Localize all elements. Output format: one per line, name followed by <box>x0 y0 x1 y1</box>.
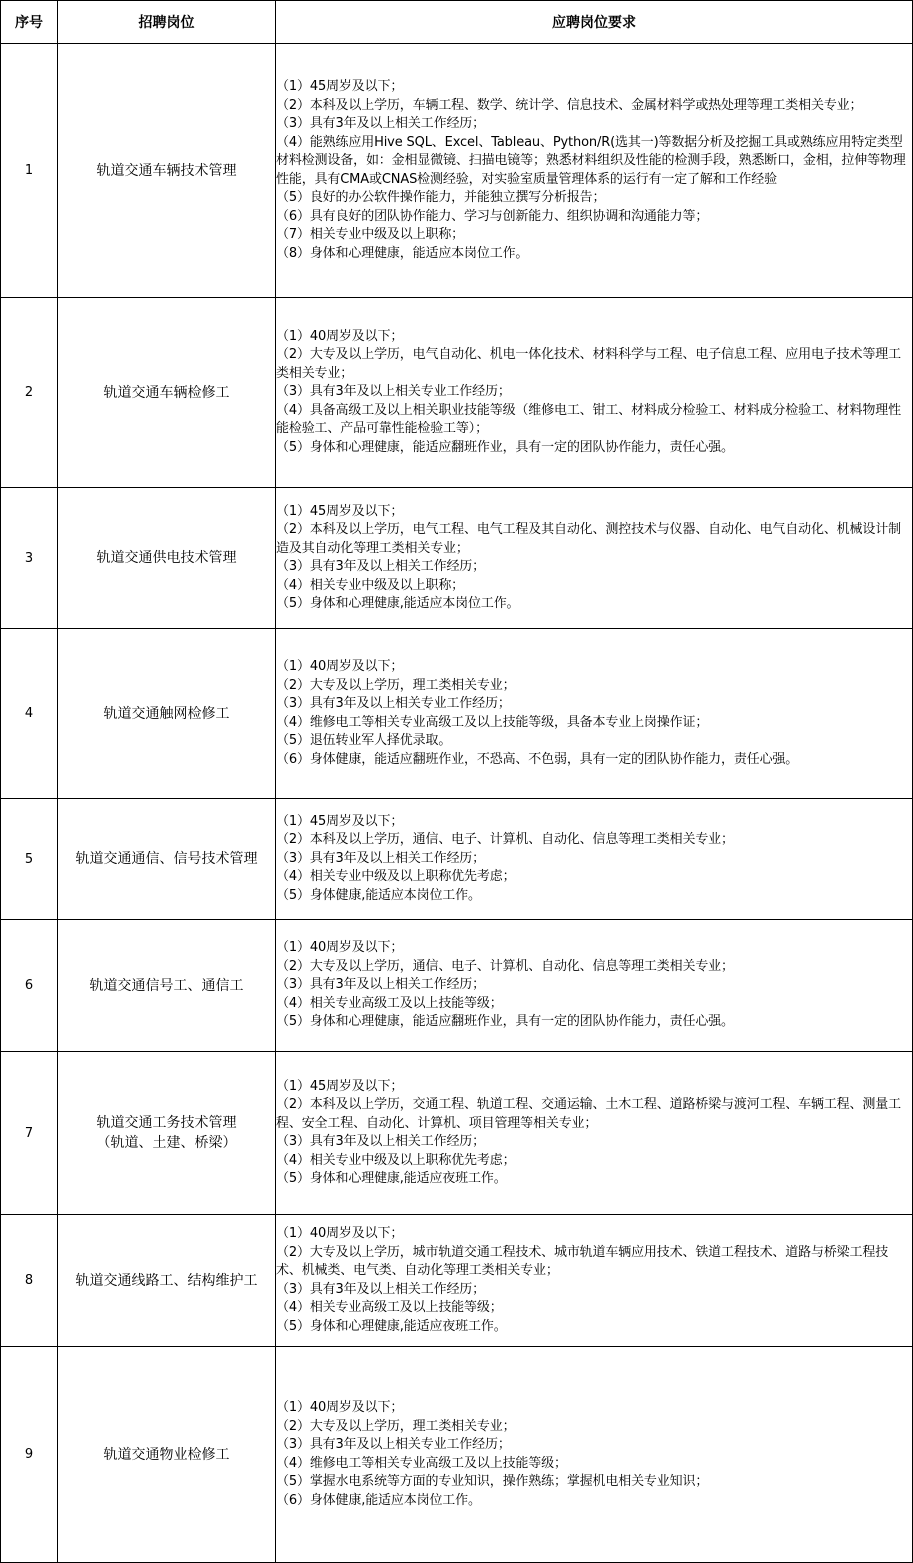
row-index: 5 <box>1 799 58 920</box>
requirement-item: （2）大专及以上学历，通信、电子、计算机、自动化、信息等理工类相关专业； <box>276 958 734 974</box>
requirement-item: （5）身体和心理健康,能适应夜班工作。 <box>276 1171 507 1186</box>
row-requirements <box>276 1052 913 1215</box>
requirement-item: （5）身体和心理健康，能适应翻班作业，具有一定的团队协作能力，责任心强。 <box>276 1014 734 1030</box>
table-row <box>1 799 913 920</box>
requirement-item: （1）45周岁及以下； <box>276 79 404 94</box>
row-position <box>58 799 276 920</box>
row-position <box>58 488 276 629</box>
requirement-item: （1）45周岁及以下； <box>276 503 404 519</box>
position-line: 轨道交通供电技术管理 <box>96 550 237 566</box>
requirement-item: （5）身体和心理健康,能适应本岗位工作。 <box>276 596 520 611</box>
requirement-item: （1）40周岁及以下； <box>276 1400 404 1415</box>
requirement-item: （2）大专及以上学历，电气自动化、机电一体化技术、材料科学与工程、电子信息工程、应用电子技术等理工类相关专业； <box>276 347 901 381</box>
requirement-item: （2）大专及以上学历，理工类相关专业； <box>276 677 516 693</box>
requirement-item: （3）具有3年及以上相关专业工作经历； <box>276 696 511 711</box>
row-position <box>58 1215 276 1347</box>
table-row <box>1 488 913 629</box>
requirement-item: （3）具有3年及以上相关专业工作经历； <box>276 1437 511 1452</box>
requirement-item: （2）本科及以上学历，通信、电子、计算机、自动化、信息等理工类相关专业； <box>276 832 734 848</box>
header-requirements: 应聘岗位要求 <box>276 1 913 44</box>
position-line: 轨道交通触网检修工 <box>103 705 230 722</box>
requirement-item: （2）本科及以上学历，交通工程、轨道工程、交通运输、土木工程、道路桥梁与渡河工程、车辆工程、测量工程、安全工程、自动化、计算机、项目管理等相关专业； <box>276 1097 901 1131</box>
position-line: （轨道、土建、桥梁） <box>96 1135 237 1151</box>
requirement-item: （5）身体健康,能适应本岗位工作。 <box>276 887 481 903</box>
table-row <box>1 298 913 488</box>
requirement-item: （4）维修电工等相关专业高级工及以上技能等级； <box>276 1455 567 1471</box>
requirement-item: （4）相关专业中级及以上职称； <box>276 577 465 593</box>
requirement-item: （1）45周岁及以下； <box>276 813 404 829</box>
requirement-item: （1）40周岁及以下； <box>276 940 404 956</box>
row-index: 2 <box>1 298 58 488</box>
row-position <box>58 1347 276 1563</box>
requirement-item: （2）本科及以上学历，车辆工程、数学、统计学、信息技术、金属材料学或热处理等理工类相关专业； <box>276 97 863 113</box>
requirement-item: （1）45周岁及以下； <box>276 1078 404 1094</box>
row-index: 9 <box>1 1347 58 1563</box>
requirement-item: （5）身体和心理健康,能适应夜班工作。 <box>276 1318 507 1334</box>
requirement-item: （4）相关专业中级及以上职称优先考虑； <box>276 869 516 885</box>
position-line: 轨道交通车辆技术管理 <box>96 162 237 179</box>
table-row <box>1 1215 913 1347</box>
requirement-item: （3）具有3年及以上相关工作经历； <box>276 559 485 574</box>
table-row <box>1 1347 913 1563</box>
requirement-item: （7）相关专业中级及以上职称； <box>276 227 465 242</box>
position-line: 轨道交通工务技术管理 <box>96 1115 237 1131</box>
requirement-item: （6）身体健康,能适应本岗位工作。 <box>276 1492 481 1508</box>
requirement-item: （5）掌握水电系统等方面的专业知识，操作熟练；掌握机电相关专业知识； <box>276 1474 709 1489</box>
requirement-item: （4）维修电工等相关专业高级工及以上技能等级，具备本专业上岗操作证； <box>276 714 709 730</box>
row-requirements <box>276 1347 913 1563</box>
requirement-item: （4）相关专业高级工及以上技能等级； <box>276 1300 503 1315</box>
header-position: 招聘岗位 <box>58 1 276 44</box>
header-row <box>1 1 913 44</box>
requirement-item: （1）40周岁及以下； <box>276 328 404 344</box>
row-requirements <box>276 44 913 298</box>
requirement-item: （3）具有3年及以上相关工作经历； <box>276 850 485 866</box>
row-position <box>58 629 276 799</box>
requirement-item: （4）相关专业中级及以上职称优先考虑； <box>276 1152 516 1168</box>
requirement-item: （3）具有3年及以上相关工作经历； <box>276 1134 485 1149</box>
row-index: 6 <box>1 920 58 1052</box>
requirement-item: （1）40周岁及以下； <box>276 1226 404 1241</box>
requirement-item: （4）具备高级工及以上相关职业技能等级（维修电工、钳工、材料成分检验工、材料成分检验工、材料物理性能检验工、产品可靠性能检验工等）； <box>276 402 901 437</box>
row-requirements <box>276 298 913 488</box>
requirement-item: （3）具有3年及以上相关专业工作经历； <box>276 384 511 400</box>
row-position <box>58 920 276 1052</box>
table-row <box>1 1052 913 1215</box>
row-position <box>58 44 276 298</box>
requirement-item: （5）良好的办公软件操作能力，并能独立撰写分析报告； <box>276 190 606 205</box>
row-position <box>58 298 276 488</box>
requirement-item: （6）具有良好的团队协作能力、学习与创新能力、组织协调和沟通能力等； <box>276 208 709 224</box>
table-row <box>1 920 913 1052</box>
position-line: 轨道交通信号工、通信工 <box>89 977 244 994</box>
table-row <box>1 629 913 799</box>
row-index: 7 <box>1 1052 58 1215</box>
requirement-item: （2）大专及以上学历，理工类相关专业； <box>276 1418 516 1434</box>
row-index: 4 <box>1 629 58 799</box>
row-index: 1 <box>1 44 58 298</box>
row-requirements <box>276 920 913 1052</box>
row-requirements <box>276 799 913 920</box>
row-requirements <box>276 629 913 799</box>
requirement-item: （3）具有3年及以上相关工作经历； <box>276 116 485 131</box>
requirement-item: （3）具有3年及以上相关工作经历； <box>276 977 485 993</box>
position-line: 轨道交通线路工、结构维护工 <box>75 1272 258 1289</box>
position-line: 轨道交通物业检修工 <box>103 1446 230 1463</box>
row-index: 3 <box>1 488 58 629</box>
requirement-item: （3）具有3年及以上相关工作经历； <box>276 1281 485 1297</box>
requirement-item: （4）能熟练应用Hive SQL、Excel、Tableau、Python/R(选其一)等数据分析及挖掘工具或熟练应用特定类型材料检测设备，如：金相显微镜、扫描电镜等；熟悉材料组织及性能的检测手段，熟悉断口，金相，拉伸等物理性能，具有CMA或CNAS检测经验，对实验室质量管理体系的运行有一定了解和工作经验 <box>276 134 906 187</box>
requirement-item: （1）40周岁及以下； <box>276 659 404 674</box>
row-index: 8 <box>1 1215 58 1347</box>
row-position <box>58 1052 276 1215</box>
requirement-item: （4）相关专业高级工及以上技能等级； <box>276 995 503 1011</box>
position-line: 轨道交通车辆检修工 <box>103 384 230 401</box>
row-requirements <box>276 1215 913 1347</box>
requirement-item: （6）身体健康，能适应翻班作业，不恐高、不色弱，具有一定的团队协作能力，责任心强。 <box>276 751 799 767</box>
table-row <box>1 44 913 298</box>
requirement-item: （5）身体和心理健康，能适应翻班作业，具有一定的团队协作能力，责任心强。 <box>276 439 734 455</box>
requirement-item: （5）退伍转业军人择优录取。 <box>276 733 452 748</box>
row-requirements <box>276 488 913 629</box>
requirement-item: （8）身体和心理健康，能适应本岗位工作。 <box>276 245 529 261</box>
requirement-item: （2）本科及以上学历，电气工程、电气工程及其自动化、测控技术与仪器、自动化、电气自动化、机械设计制造及其自动化等理工类相关专业； <box>276 522 901 556</box>
requirement-item: （2）大专及以上学历，城市轨道交通工程技术、城市轨道车辆应用技术、铁道工程技术、道路与桥梁工程技术、机械类、电气类、自动化等理工类相关专业； <box>276 1244 889 1278</box>
header-index: 序号 <box>1 1 58 44</box>
position-line: 轨道交通通信、信号技术管理 <box>75 851 258 867</box>
